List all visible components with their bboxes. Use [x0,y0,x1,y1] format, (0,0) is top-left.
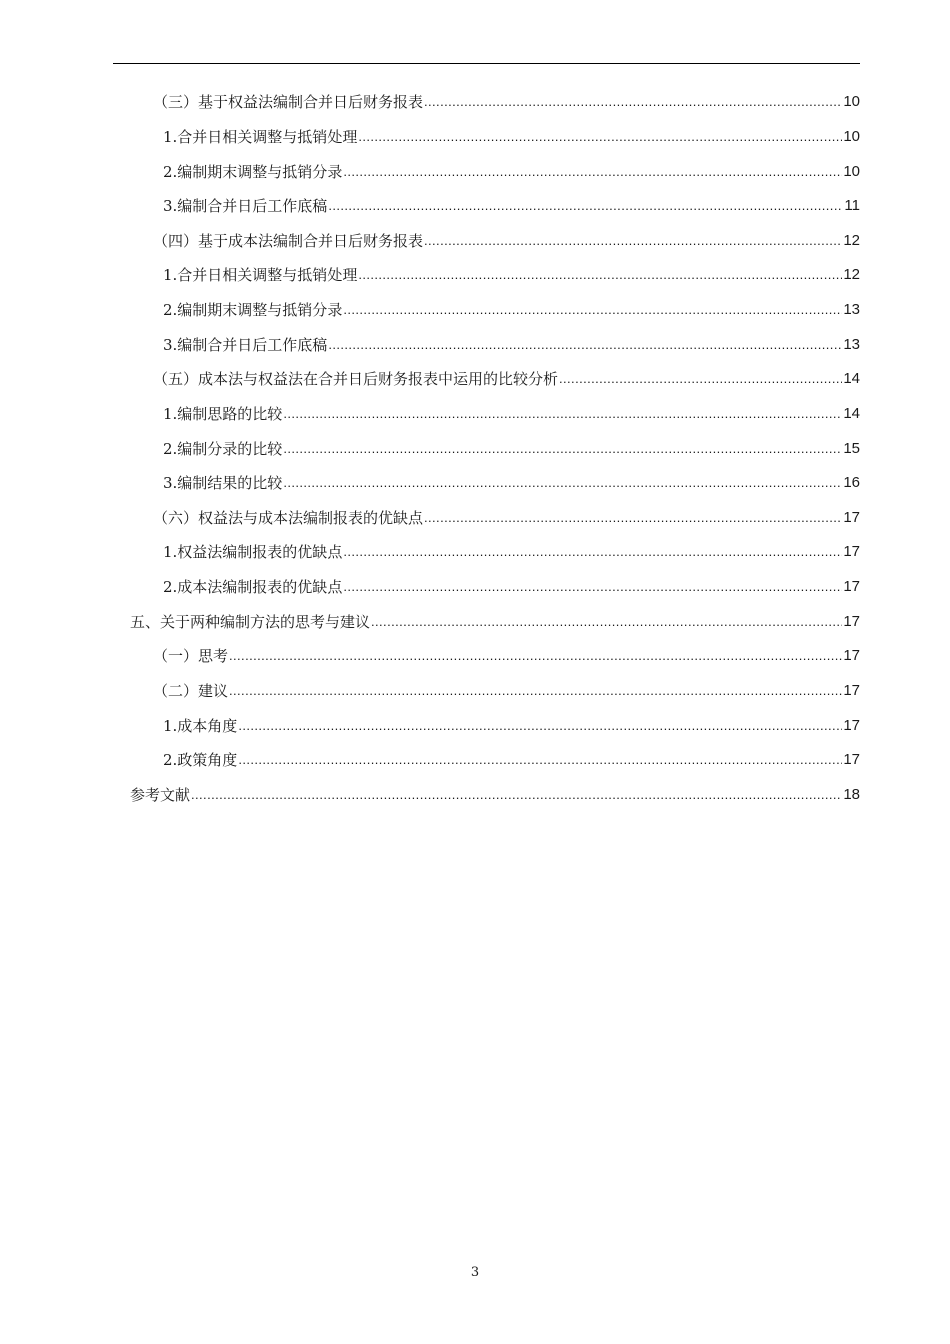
toc-entry[interactable] [153,501,860,535]
toc-entry-title: （一）思考 [153,647,229,665]
toc-entry[interactable] [153,224,860,258]
toc-dot-leader [371,605,842,639]
toc-entry[interactable] [153,85,860,119]
toc-entry-page: 14 [843,370,860,387]
toc-entry-page: 17 [843,543,860,560]
toc-entry[interactable] [130,605,860,639]
toc-entry-page: 18 [843,786,860,803]
toc-entry[interactable] [163,397,860,431]
toc-entry-page: 17 [843,578,860,595]
toc-entry-title: 2.编制期末调整与抵销分录 [163,163,343,181]
toc-entry-page: 10 [843,163,860,180]
toc-entry-title: 2.编制分录的比较 [163,440,283,458]
toc-dot-leader [191,778,842,812]
toc-dot-leader [343,155,842,189]
toc-entry[interactable] [163,709,860,743]
toc-entry-page: 13 [843,336,860,353]
toc-dot-leader [328,189,843,223]
toc-entry-title: 3.编制合并日后工作底稿 [163,336,328,354]
toc-entry[interactable] [163,258,860,292]
toc-entry[interactable] [163,155,860,189]
header-rule [113,63,860,64]
toc-entry-title: 2.成本法编制报表的优缺点 [163,578,343,596]
toc-entry-title: 3.编制结果的比较 [163,474,283,492]
toc-entry-page: 16 [843,474,860,491]
toc-entry-title: 2.政策角度 [163,751,238,769]
toc-dot-leader [424,501,842,535]
toc-dot-leader [283,432,842,466]
toc-entry[interactable] [163,535,860,569]
toc-dot-leader [343,293,842,327]
toc-entry-page: 14 [843,405,860,422]
toc-entry-page: 12 [843,232,860,249]
toc-entry-title: （三）基于权益法编制合并日后财务报表 [153,93,424,111]
page-number: 3 [470,1265,480,1280]
toc-entry[interactable] [153,362,860,396]
toc-entry-title: 3.编制合并日后工作底稿 [163,197,328,215]
toc-dot-leader [358,120,842,154]
toc-entry[interactable] [163,328,860,362]
toc-entry[interactable] [130,778,860,812]
toc-entry-page: 12 [843,266,860,283]
toc-entry-title: 1.权益法编制报表的优缺点 [163,543,343,561]
toc-entry-title: 1.合并日相关调整与抵销处理 [163,128,358,146]
toc-entry-page: 17 [843,509,860,526]
toc-entry-page: 17 [843,717,860,734]
toc-dot-leader [358,258,842,292]
toc-dot-leader [343,535,842,569]
toc-entry[interactable] [163,189,860,223]
toc-dot-leader [238,743,842,777]
toc-entry-page: 10 [843,128,860,145]
toc-entry-title: （四）基于成本法编制合并日后财务报表 [153,232,424,250]
toc-entry[interactable] [163,743,860,777]
toc-dot-leader [229,639,842,673]
toc-entry-title: 五、关于两种编制方法的思考与建议 [130,613,371,631]
toc-entry-page: 15 [843,440,860,457]
toc-dot-leader [559,362,842,396]
toc-entry-title: （二）建议 [153,682,229,700]
toc-dot-leader [424,85,842,119]
toc-dot-leader [229,674,842,708]
toc-entry-title: （六）权益法与成本法编制报表的优缺点 [153,509,424,527]
toc-entry-page: 17 [843,613,860,630]
toc-entry-page: 13 [843,301,860,318]
toc-dot-leader [328,328,842,362]
toc-entry-title: 1.编制思路的比较 [163,405,283,423]
toc-entry-title: （五）成本法与权益法在合并日后财务报表中运用的比较分析 [153,370,559,388]
toc-dot-leader [424,224,842,258]
toc-entry-page: 11 [844,197,860,214]
toc-entry[interactable] [163,120,860,154]
toc-dot-leader [343,570,842,604]
toc-entry[interactable] [163,432,860,466]
toc-dot-leader [283,397,842,431]
toc-dot-leader [283,466,842,500]
toc-entry-page: 10 [843,93,860,110]
toc-entry-page: 17 [843,751,860,768]
toc-entry-title: 1.成本角度 [163,717,238,735]
toc-dot-leader [238,709,842,743]
toc-entry-title: 参考文献 [130,786,191,804]
toc-entry-page: 17 [843,682,860,699]
toc-entry[interactable] [163,466,860,500]
toc-entry-title: 2.编制期末调整与抵销分录 [163,301,343,319]
toc-entry-title: 1.合并日相关调整与抵销处理 [163,266,358,284]
toc-entry[interactable] [153,639,860,673]
toc-entry[interactable] [153,674,860,708]
toc-entry-page: 17 [843,647,860,664]
toc-entry[interactable] [163,293,860,327]
toc-entry[interactable] [163,570,860,604]
